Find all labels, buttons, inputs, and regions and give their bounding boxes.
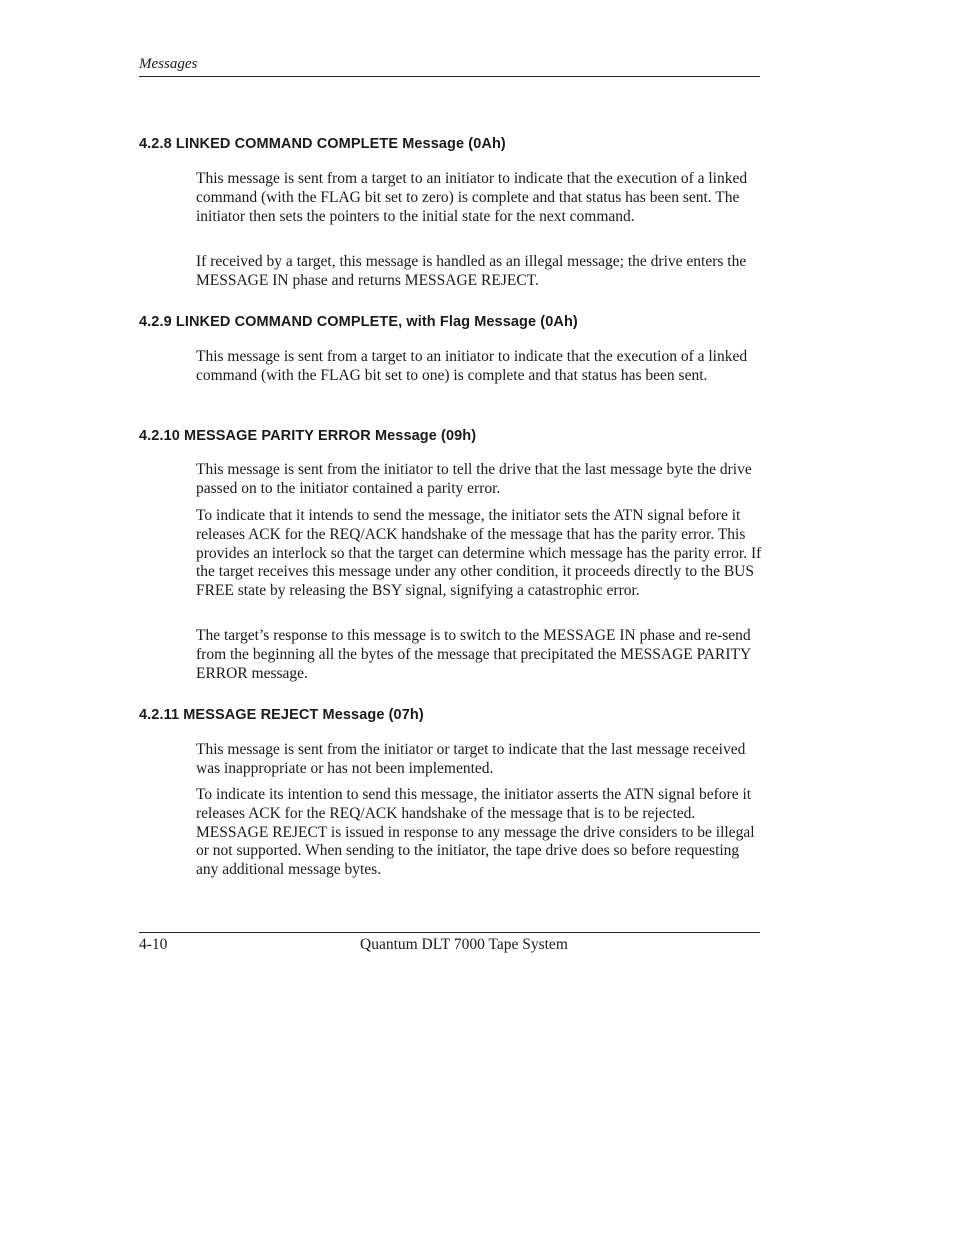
paragraph: To indicate that it intends to send the message, the initiator sets the ATN signal before it releases ACK for the REQ/ACK handshake of the message that has the parity error. This provides an interlock so that the target can determine which message has the parity error. If the target receives this message under any other condition, it proceeds directly to the BUS FREE state by releasing the BSY signal, signifying a catastrophic error. xyxy=(196,507,762,600)
page-number: 4-10 xyxy=(139,936,168,953)
document-title: Quantum DLT 7000 Tape System xyxy=(360,936,568,953)
section-heading: 4.2.9 LINKED COMMAND COMPLETE, with Flag Message (0Ah) xyxy=(139,314,578,330)
paragraph: This message is sent from the initiator or target to indicate that the last message received was inappropriate or has not been implemented. xyxy=(196,741,746,777)
paragraph: If received by a target, this message is handled as an illegal message; the drive enters the MESSAGE IN phase and returns MESSAGE REJECT. xyxy=(196,253,747,289)
paragraph: This message is sent from a target to an initiator to indicate that the execution of a linked command (with the FLAG bit set to zero) is complete and that status has been sent. The initiator then sets the pointers to the initial state for the next command. xyxy=(196,170,748,225)
paragraph: To indicate its intention to send this message, the initiator asserts the ATN signal before it releases ACK for the REQ/ACK handshake of the message that is to be rejected. MESSAGE REJECT is issued in response to any message the drive considers to be illegal or not supported. When sending to the initiator, the tape drive does so before requesting any additional message bytes. xyxy=(196,786,755,879)
section-heading: 4.2.8 LINKED COMMAND COMPLETE Message (0Ah) xyxy=(139,136,506,152)
header-section-label: Messages xyxy=(139,56,198,72)
header-rule xyxy=(139,76,760,77)
paragraph: This message is sent from the initiator to tell the drive that the last message byte the drive passed on to the initiator contained a parity error. xyxy=(196,461,752,497)
section-heading: 4.2.10 MESSAGE PARITY ERROR Message (09h) xyxy=(139,428,477,444)
footer-rule xyxy=(139,932,760,933)
paragraph: The target’s response to this message is to switch to the MESSAGE IN phase and re-send from the beginning all the bytes of the message that precipitated the MESSAGE PARITY ERROR message. xyxy=(196,627,751,682)
paragraph: This message is sent from a target to an initiator to indicate that the execution of a linked command (with the FLAG bit set to one) is complete and that status has been sent. xyxy=(196,348,748,384)
section-heading: 4.2.11 MESSAGE REJECT Message (07h) xyxy=(139,707,424,723)
